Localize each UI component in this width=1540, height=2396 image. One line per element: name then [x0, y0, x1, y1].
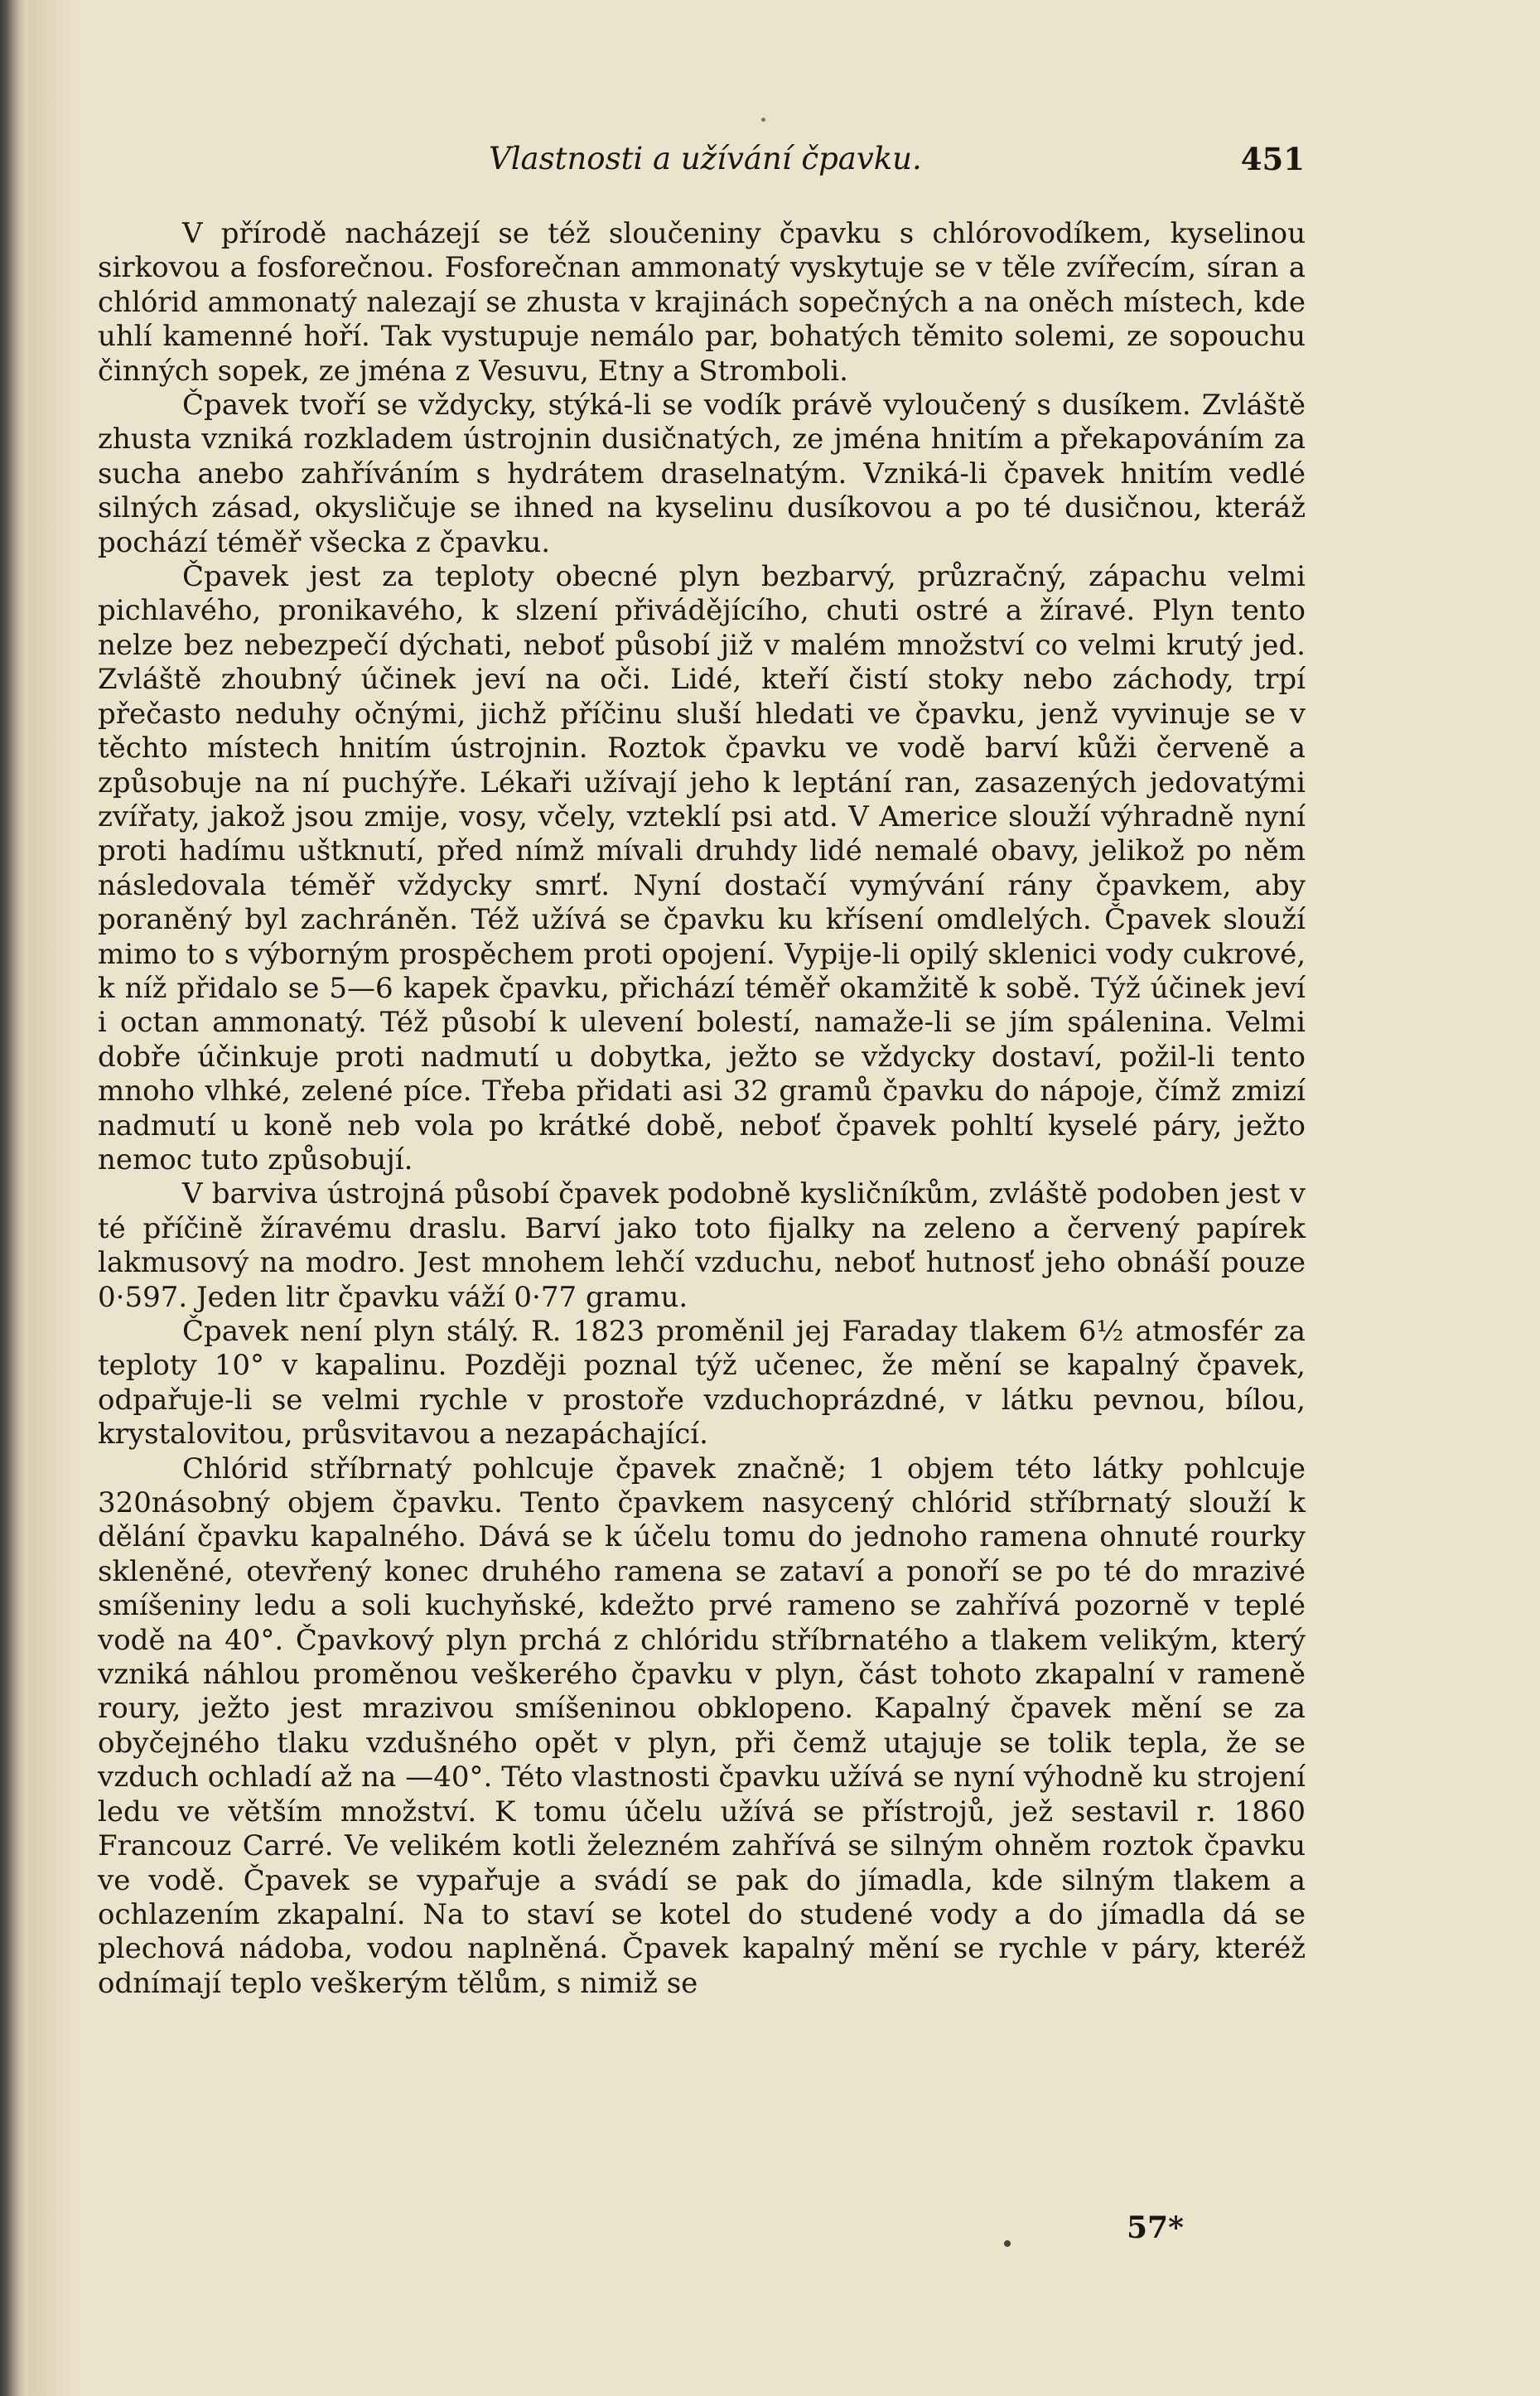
paragraph: V barviva ústrojná působí čpavek podobně kysličníkům, zvláště podoben jest v té příčině žíravému draslu. Barví jako toto fijalky na zeleno a červený papírek lakmusový na modro. Jest mnohem lehčí vzduchu, neboť hutnosť jeho obnáší pouze 0·597. Jeden litr čpavku váží 0·77 gramu. [98, 1177, 1306, 1314]
ink-speck [1004, 2240, 1011, 2247]
page-header [182, 141, 1305, 187]
book-spine-shadow [0, 0, 28, 2396]
gutter-stain [28, 0, 78, 2396]
ink-speck [761, 118, 765, 122]
paragraph: V přírodě nacházejí se též sloučeniny čpavku s chlórovodíkem, kyselinou sirkovou a fosforečnou. Fosforečnan ammonatý vyskytuje se v těle zvířecím, síran a chlórid ammonatý nalezají se zhusta v krajinách sopečných a na oněch místech, kde uhlí kamenné hoří. Tak vystupuje nemálo par, bohatých těmito solemi, ze sopouchu činných sopek, ze jména z Vesuvu, Etny a Stromboli. [98, 217, 1306, 388]
body-text [98, 217, 1306, 2001]
paragraph: Čpavek tvoří se vždycky, stýká-li se vodík právě vyloučený s dusíkem. Zvláště zhusta vzniká rozkladem ústrojnin dusičnatých, ze jména hnitím a překapováním za sucha anebo zahříváním s hydrátem draselnatým. Vzniká-li čpavek hnitím vedlé silných zásad, okysličuje se ihned na kyselinu dusíkovou a po té dusičnou, kteráž pochází téměř všecka z čpavku. [98, 389, 1306, 559]
paragraph: Čpavek není plyn stálý. R. 1823 proměnil jej Faraday tlakem 6½ atmosfér za teploty 10° v kapalinu. Později poznal týž učenec, že mění se kapalný čpavek, odpařuje-li se velmi rychle v prostoře vzduchoprázdné, v látku pevnou, bílou, krystalovitou, průsvitavou a nezapáchající. [98, 1315, 1306, 1452]
signature-mark: 57* [1127, 2210, 1184, 2245]
paragraph: Chlórid stříbrnatý pohlcuje čpavek značně; 1 objem této látky pohlcuje 320násobný objem čpavku. Tento čpavkem nasycený chlórid stříbrnatý slouží k dělání čpavku kapalného. Dává se k účelu tomu do jednoho ramena ohnuté rourky skleněné, otevřený konec druhého ramena se zataví a ponoří se po té do mrazivé smíšeniny ledu a soli kuchyňské, kdežto prvé rameno se zahřívá pozorně v teplé vodě na 40°. Čpavkový plyn prchá z chlóridu stříbrnatého a tlakem velikým, který vzniká náhlou proměnou veškerého čpavku v plyn, část tohoto zkapalní v rameně roury, ježto jest mrazivou smíšeninou obklopeno. Kapalný čpavek mění se za obyčejného tlaku vzdušného opět v plyn, při čemž utajuje se tolik tepla, že se vzduch ochladí až na —40°. Této vlastnosti čpavku užívá se nyní výhodně ku strojení ledu ve větším množství. K tomu účelu užívá se přístrojů, jež sestavil r. 1860 Francouz Carré. Ve velikém kotli železném zahřívá se silným ohněm roztok čpavku ve vodě. Čpavek se vypařuje a svádí se pak do jímadla, kde silným tlakem a ochlazením zkapalní. Na to staví se kotel do studené vody a do jímadla dá se plechová nádoba, vodou naplněná. Čpavek kapalný mění se rychle v páry, kteréž odnímají teplo veškerým tělům, s nimiž se [98, 1452, 1306, 2000]
paragraph: Čpavek jest za teploty obecné plyn bezbarvý, průzračný, zápachu velmi pichlavého, pronikavého, k slzení přivádějícího, chuti ostré a žíravé. Plyn tento nelze bez nebezpečí dýchati, neboť působí již v malém množství co velmi krutý jed. Zvláště zhoubný účinek jeví na oči. Lidé, kteří čistí stoky nebo záchody, trpí přečasto neduhy očnými, jichž příčinu sluší hledati ve čpavku, jenž vyvinuje se v těchto místech hnitím ústrojnin. Roztok čpavku ve vodě barví kůži červeně a způsobuje na ní puchýře. Lékaři užívají jeho k leptání ran, zasazených jedovatými zvířaty, jakož jsou zmije, vosy, včely, vzteklí psi atd. V Americe slouží výhradně nyní proti hadímu uštknutí, před nímž mívali druhdy lidé nemalé obavy, jelikož po něm následovala téměř vždycky smrť. Nyní dostačí vymývání rány čpavkem, aby poraněný byl zachráněn. Též užívá se čpavku ku křísení omdlelých. Čpavek slouží mimo to s výborným prospěchem proti opojení. Vypije-li opilý sklenici vody cukrové, k níž přidalo se 5—6 kapek čpavku, přichází téměř okamžitě k sobě. Týž účinek jeví i octan ammonatý. Též působí k ulevení bolestí, namaže-li se jím spálenina. Velmi dobře účinkuje proti nadmutí u dobytka, ježto se vždycky dostaví, požil-li tento mnoho vlhké, zelené píce. Třeba přidati asi 32 gramů čpavku do nápoje, čímž zmizí nadmutí u koně neb vola po krátké době, neboť čpavek pohltí kyselé páry, ježto nemoc tuto způsobují. [98, 560, 1306, 1176]
running-title: Vlastnosti a užívání čpavku. [489, 141, 922, 176]
page-number: 451 [1240, 141, 1305, 177]
